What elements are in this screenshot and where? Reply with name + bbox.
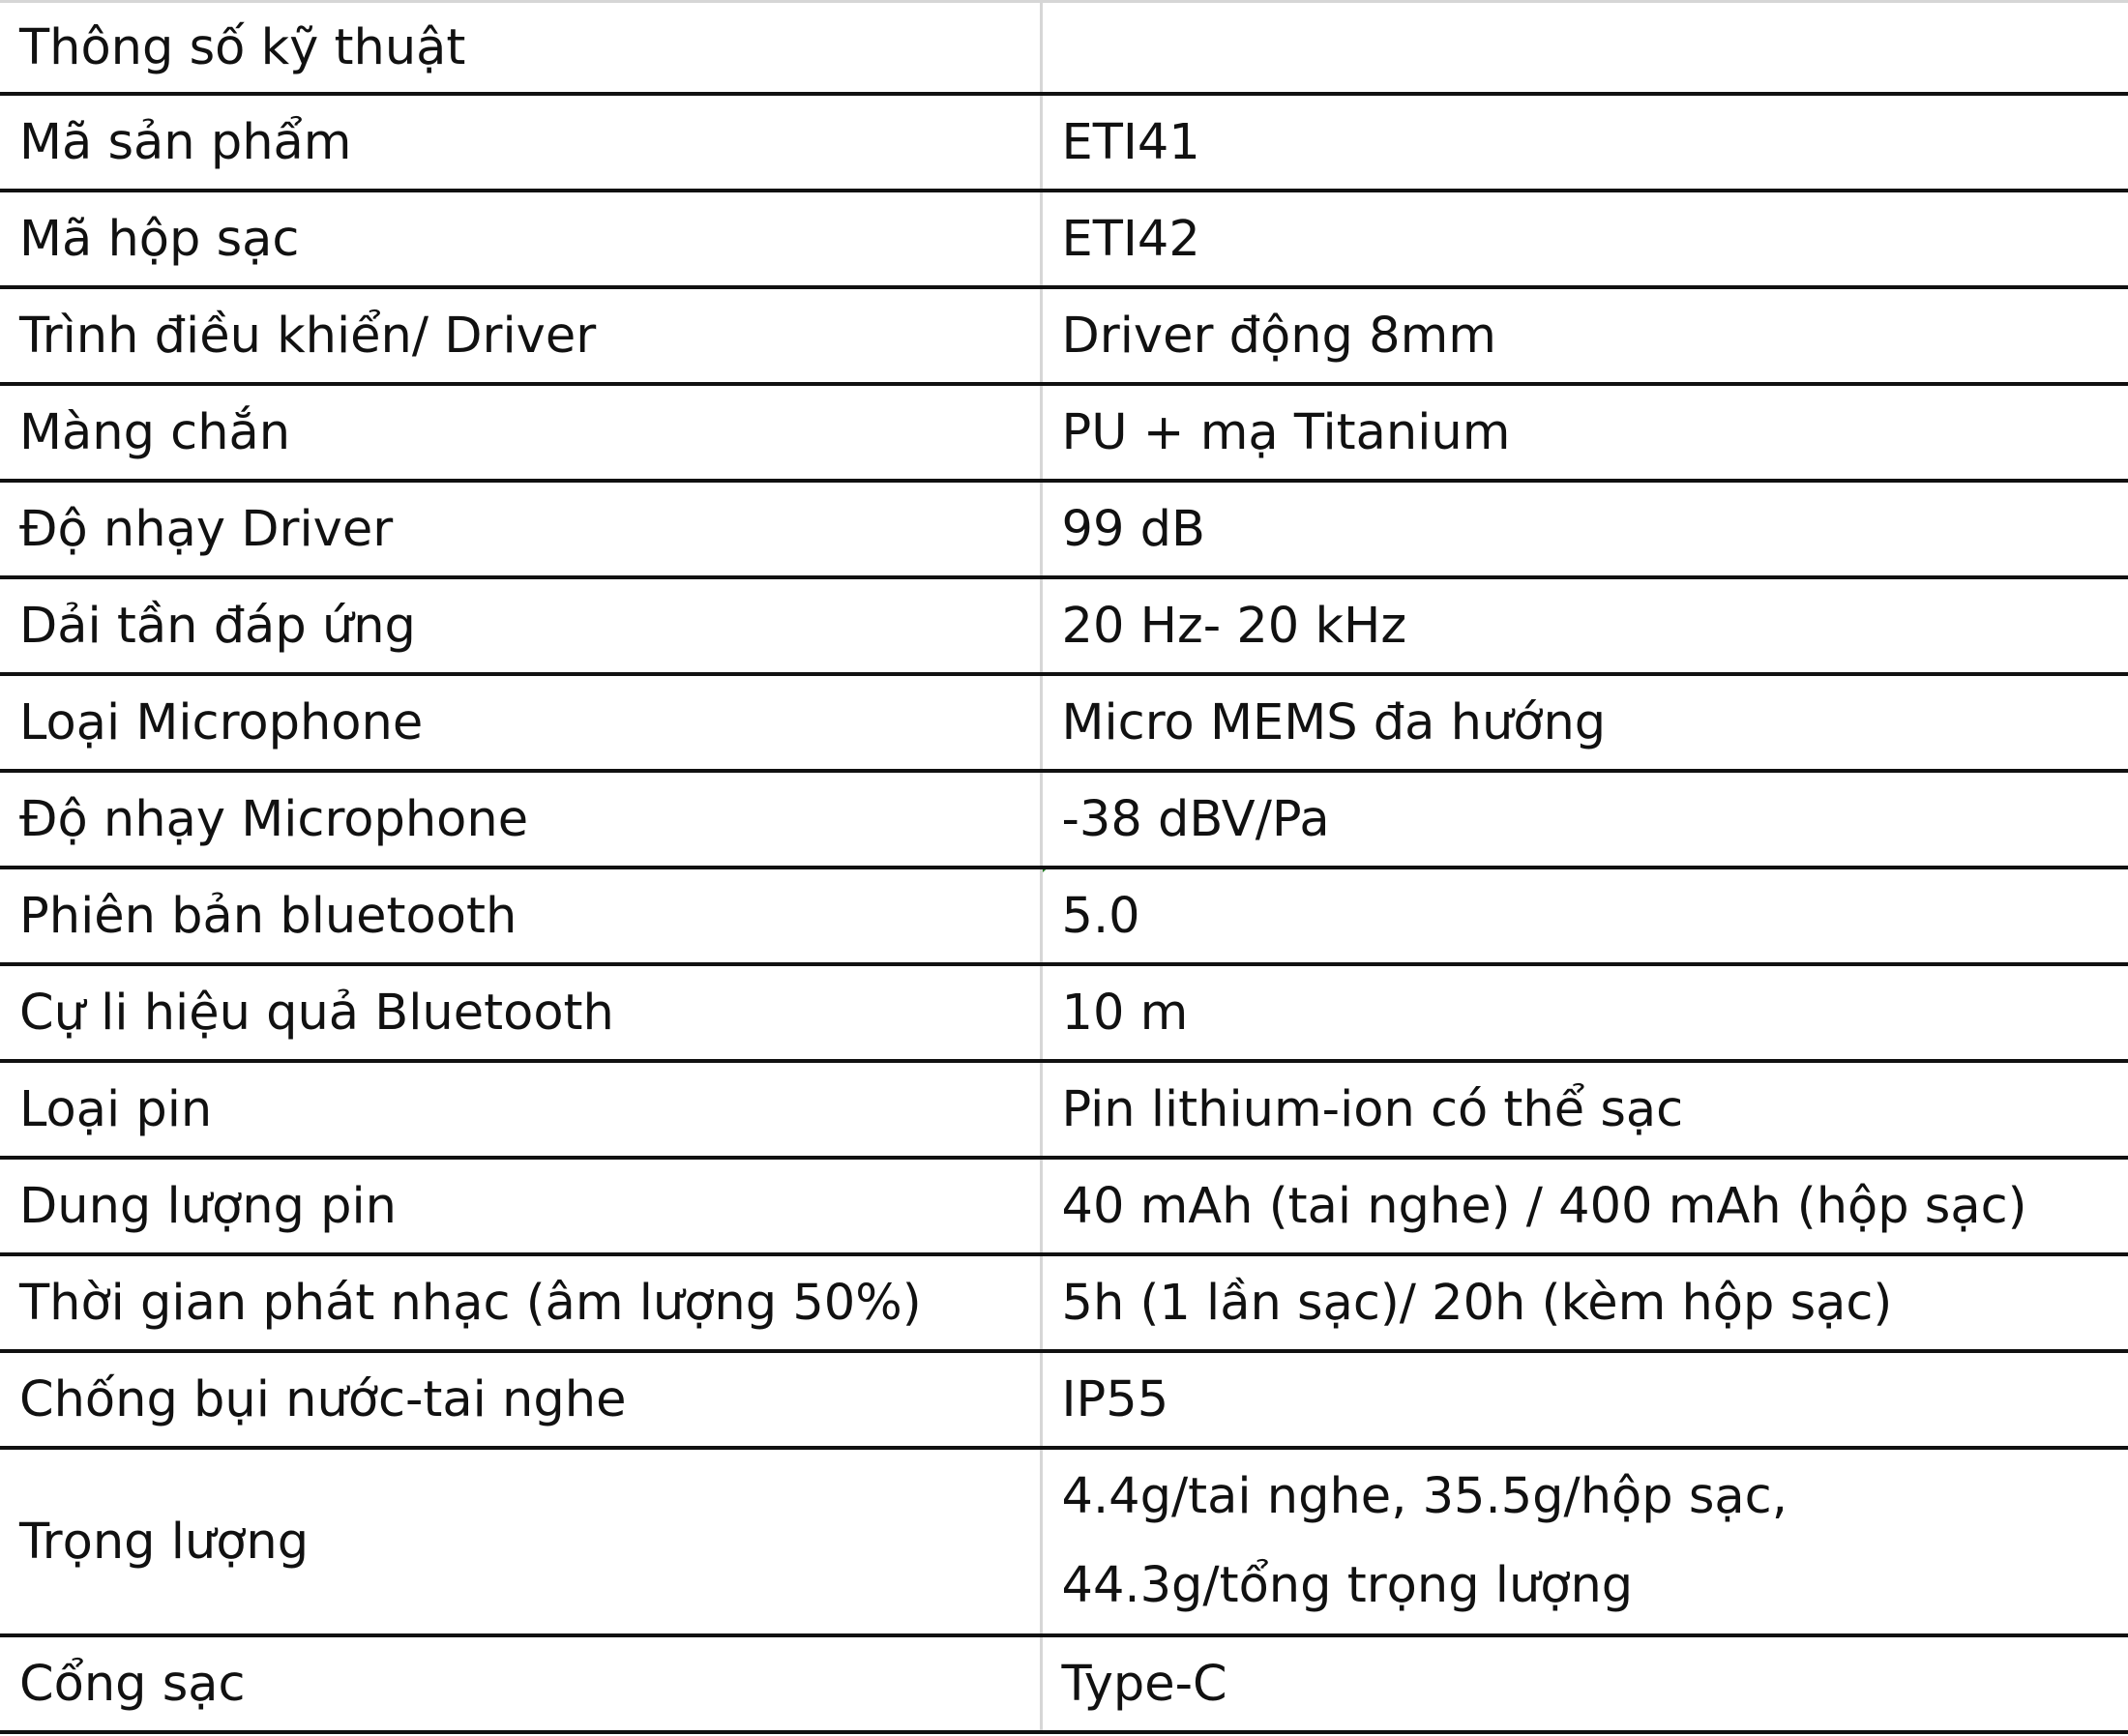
table-row [0, 1158, 2128, 1254]
spec-label-cell[interactable]: Độ nhạy Microphone [0, 771, 1041, 868]
spec-value-line: 44.3g/tổng trọng lượng [1061, 1557, 1634, 1614]
spec-value-cell[interactable] [1041, 1448, 2128, 1635]
spec-label-cell[interactable]: Cự li hiệu quả Bluetooth [0, 964, 1041, 1061]
header-label-cell[interactable]: Thông số kỹ thuật [0, 2, 1041, 95]
table-row [0, 287, 2128, 384]
spec-label-cell[interactable]: Dải tần đáp ứng [0, 577, 1041, 674]
spec-value-cell[interactable]: Driver động 8mm [1041, 287, 2128, 384]
spec-label-cell[interactable]: Dung lượng pin [0, 1158, 1041, 1254]
spec-value-cell[interactable]: 5h (1 lần sạc)/ 20h (kèm hộp sạc) [1041, 1254, 2128, 1351]
spec-value-cell[interactable]: 10 m [1041, 964, 2128, 1061]
spec-value-wrap [1062, 888, 2128, 945]
spec-value-cell[interactable]: 99 dB [1041, 481, 2128, 577]
comment-indicator-icon [1043, 868, 1078, 872]
spec-label-cell[interactable]: Độ nhạy Driver [0, 481, 1041, 577]
spec-label-cell[interactable]: Loại pin [0, 1061, 1041, 1158]
header-value-cell[interactable] [1041, 2, 2128, 95]
spec-value-cell[interactable]: IP55 [1041, 1351, 2128, 1448]
spec-label-cell[interactable]: Chống bụi nước-tai nghe [0, 1351, 1041, 1448]
spec-value-cell[interactable] [1041, 868, 2128, 964]
table-row [0, 1061, 2128, 1158]
table-row [0, 1254, 2128, 1351]
table-row [0, 191, 2128, 287]
spec-label-cell[interactable]: Mã sản phẩm [0, 94, 1041, 191]
spec-value-cell[interactable]: 20 Hz- 20 kHz [1041, 577, 2128, 674]
table-row [0, 94, 2128, 191]
spec-value-cell[interactable]: Micro MEMS đa hướng [1041, 674, 2128, 771]
table-row [0, 1448, 2128, 1635]
table-row [0, 964, 2128, 1061]
spec-value-cell[interactable]: 40 mAh (tai nghe) / 400 mAh (hộp sạc) [1041, 1158, 2128, 1254]
table-row [0, 1635, 2128, 1732]
spec-label-cell[interactable]: Loại Microphone [0, 674, 1041, 771]
spec-value-cell[interactable]: ETI41 [1041, 94, 2128, 191]
spec-value-line: 4.4g/tai nghe, 35.5g/hộp sạc, [1061, 1468, 1788, 1525]
table-row [0, 1351, 2128, 1448]
table-header-row [0, 2, 2128, 95]
spec-value-cell[interactable]: ETI42 [1041, 191, 2128, 287]
spec-value-cell[interactable]: Pin lithium-ion có thể sạc [1041, 1061, 2128, 1158]
spec-value-cell[interactable]: -38 dBV/Pa [1041, 771, 2128, 868]
spec-label-cell[interactable]: Cổng sạc [0, 1635, 1041, 1732]
spec-label-cell[interactable]: Trình điều khiển/ Driver [0, 287, 1041, 384]
table-row [0, 674, 2128, 771]
spec-label-cell[interactable]: Mã hộp sạc [0, 191, 1041, 287]
spec-label-cell[interactable]: Trọng lượng [0, 1448, 1041, 1635]
spec-value-cell[interactable]: Type-C [1041, 1635, 2128, 1732]
spec-label-cell[interactable]: Màng chắn [0, 384, 1041, 481]
table-row [0, 868, 2128, 964]
table-row [0, 577, 2128, 674]
spec-value-cell[interactable]: PU + mạ Titanium [1041, 384, 2128, 481]
spec-label-cell[interactable]: Thời gian phát nhạc (âm lượng 50%) [0, 1254, 1041, 1351]
table-row [0, 771, 2128, 868]
table-row [0, 384, 2128, 481]
spec-value-text: 5.0 [1061, 887, 1140, 945]
spec-label-cell[interactable]: Phiên bản bluetooth [0, 868, 1041, 964]
table-row [0, 481, 2128, 577]
